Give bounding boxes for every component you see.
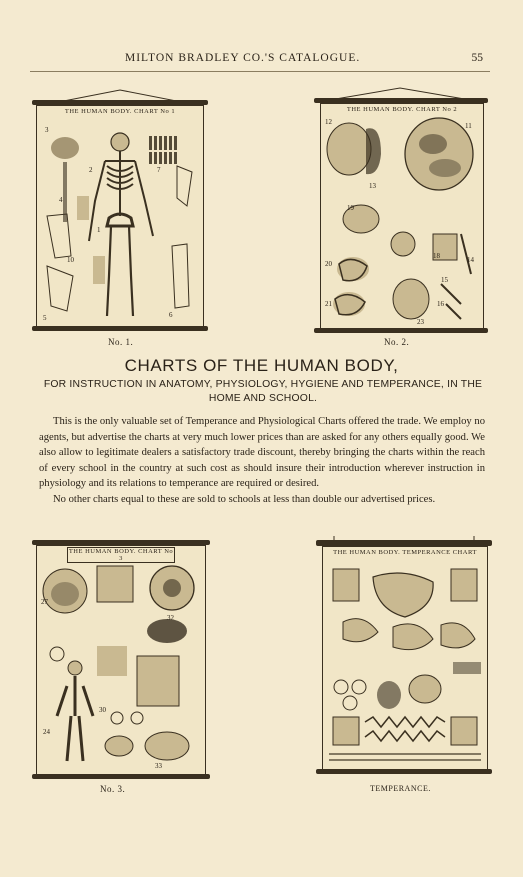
bottom-roller [32, 326, 208, 331]
chart-panel [36, 105, 204, 327]
section-heading: CHARTS OF THE HUMAN BODY, [124, 356, 399, 375]
page-number: 55 [471, 52, 483, 64]
figure-number: 13 [369, 182, 376, 190]
chart-title: THE HUMAN BODY. TEMPERANCE CHART [333, 549, 477, 556]
figure-number: 1 [97, 226, 101, 234]
figure-number: 20 [325, 260, 332, 268]
chart-title: THE HUMAN BODY. CHART No 1 [64, 108, 176, 115]
figure-number: 12 [325, 118, 332, 126]
catalogue-title: MILTON BRADLEY CO.'S CATALOGUE. [125, 52, 361, 64]
figure-number: 33 [155, 762, 162, 770]
chart-title: THE HUMAN BODY. CHART No 2 [346, 106, 458, 113]
chart-no-3 [30, 536, 212, 796]
chart-panel [36, 545, 206, 775]
section-subheading: FOR INSTRUCTION IN ANATOMY, PHYSIOLOGY, HYGIENE AND TEMPERANCE, IN THE HOME AND SCHOOL. [43, 379, 483, 404]
figure-number: 19 [347, 204, 354, 212]
skeleton-illustration [37, 106, 203, 326]
paragraph: This is the only valuable set of Temperance and Physiological Charts offered the trade. We employ no agents, but advertise the charts at very much lower prices than are asked for any others equally good. We also allow to legitimate dealers a satisfactory trade discount, thereby bringing the charts within the reach of every school in the country at such cost as should insure their introduction wherever instruction in physiology and its relations to temperance are required or desired. [39, 416, 485, 489]
figure-number: 32 [167, 614, 174, 622]
figure-number: 5 [43, 314, 47, 322]
chart-caption: No. 1. [108, 337, 134, 347]
chart-panel [320, 103, 484, 329]
figure-number: 24 [43, 728, 50, 736]
figure-number: 10 [67, 256, 74, 264]
chart-caption: No. 2. [384, 337, 410, 347]
figure-number: 14 [467, 256, 474, 264]
figure-number: 21 [325, 300, 332, 308]
temperance-illustration [323, 547, 487, 769]
chart-caption: No. 3. [100, 784, 126, 794]
header-rule [30, 71, 490, 72]
chart-no-2 [312, 86, 490, 350]
chart-caption: TEMPERANCE. [370, 784, 431, 793]
figure-number: 4 [59, 196, 63, 204]
bottom-roller [314, 328, 488, 333]
senses-illustration [37, 546, 205, 774]
chart-temperance [314, 534, 494, 796]
bottom-roller [32, 774, 210, 779]
figure-number: 15 [441, 276, 448, 284]
organs-illustration [321, 104, 483, 328]
description-text [39, 414, 485, 507]
figure-number: 23 [417, 318, 424, 326]
paragraph: No other charts equal to these are sold to schools at less than double our advertised prices. [53, 493, 436, 505]
chart-title: THE HUMAN BODY. CHART No 3 [68, 548, 174, 562]
figure-number: 30 [99, 706, 106, 714]
figure-number: 2 [89, 166, 93, 174]
figure-number: 7 [157, 166, 161, 174]
chart-no-1 [30, 88, 210, 350]
figure-number: 3 [45, 126, 49, 134]
figure-number: 16 [437, 300, 444, 308]
chart-panel [322, 546, 488, 770]
figure-number: 11 [465, 122, 472, 130]
figure-number: 18 [433, 252, 440, 260]
bottom-roller [316, 769, 492, 774]
figure-number: 6 [169, 311, 173, 319]
figure-number: 27 [41, 598, 48, 606]
